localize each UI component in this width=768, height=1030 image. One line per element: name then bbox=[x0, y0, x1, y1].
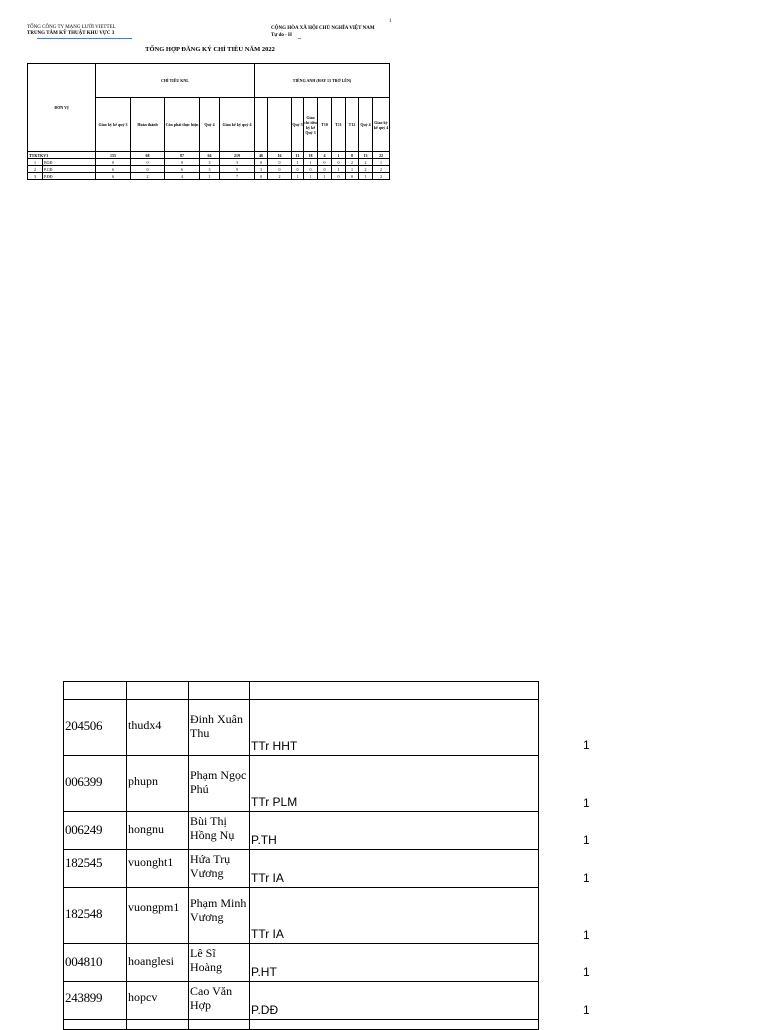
table-row bbox=[64, 888, 539, 944]
org-header bbox=[27, 25, 116, 37]
col-header: T12 bbox=[346, 98, 359, 152]
cell: 4 bbox=[165, 173, 200, 180]
table-row bbox=[28, 159, 390, 166]
cell: 2 bbox=[359, 166, 373, 173]
col-header: T11 bbox=[332, 98, 346, 152]
staff-unit: TTr HHT bbox=[250, 700, 539, 756]
cell: 2 bbox=[373, 173, 390, 180]
blank-cell bbox=[189, 682, 250, 700]
blank-cell bbox=[64, 682, 127, 700]
row-unit: P.ĐĐ bbox=[43, 173, 96, 180]
staff-username: phupn bbox=[127, 756, 189, 812]
cell: 4 bbox=[318, 152, 332, 159]
table-header-row-1 bbox=[28, 64, 390, 98]
blank-cell bbox=[250, 1020, 539, 1030]
blank-cell bbox=[127, 682, 189, 700]
staff-username: vuonght1 bbox=[127, 850, 189, 888]
cell: 1 bbox=[359, 173, 373, 180]
table-row bbox=[28, 173, 390, 180]
cell: 64 bbox=[200, 152, 220, 159]
table-row bbox=[64, 850, 539, 888]
row-stt: 3 bbox=[28, 173, 43, 180]
staff-list-header-row bbox=[64, 682, 539, 700]
cell: 1 bbox=[373, 159, 390, 166]
staff-count: 1 bbox=[583, 1003, 590, 1017]
nation-header bbox=[271, 25, 375, 39]
knl-group-header: CHỈ TIÊU KNL bbox=[96, 64, 255, 98]
row-unit: TTKTKV3 bbox=[28, 152, 96, 159]
cell: 11 bbox=[292, 152, 304, 159]
staff-id: 243899 bbox=[64, 982, 127, 1020]
staff-id: 204506 bbox=[64, 700, 127, 756]
cell: 3 bbox=[220, 159, 255, 166]
staff-id: 182548 bbox=[64, 888, 127, 944]
page-number: 1 bbox=[389, 19, 392, 24]
staff-list-table bbox=[63, 681, 539, 1030]
cell: 1 bbox=[304, 173, 318, 180]
cell: 0 bbox=[304, 166, 318, 173]
org-line-2: TRUNG TÂM KỸ THUẬT KHU VỰC 3 bbox=[27, 31, 115, 36]
staff-username: vuongpm1 bbox=[127, 888, 189, 944]
org-underline bbox=[37, 38, 132, 39]
cell: 1 bbox=[304, 159, 318, 166]
table-row-partial bbox=[64, 1020, 539, 1030]
document-title: TỔNG HỢP ĐĂNG KÝ CHỈ TIÊU NĂM 2022 bbox=[145, 46, 275, 53]
staff-unit: P.HT bbox=[250, 944, 539, 982]
col-header: Quý 4 bbox=[200, 98, 220, 152]
staff-username: hopcv bbox=[127, 982, 189, 1020]
table-row bbox=[64, 944, 539, 982]
cell: 0 bbox=[268, 166, 292, 173]
cell: 2 bbox=[268, 173, 292, 180]
col-header: Còn phải thực hiện bbox=[165, 98, 200, 152]
cell: 13 bbox=[359, 152, 373, 159]
staff-name: Đinh Xuân Thu bbox=[189, 700, 250, 756]
staff-count: 1 bbox=[583, 871, 590, 885]
row-unit: BGĐ bbox=[43, 159, 96, 166]
cell: 1 bbox=[292, 159, 304, 166]
blank-cell bbox=[250, 682, 539, 700]
table-row-total bbox=[28, 152, 390, 159]
staff-name: Bùi Thị Hồng Nụ bbox=[189, 812, 250, 850]
blank-cell bbox=[64, 1020, 127, 1030]
nation-underline: _ bbox=[298, 34, 301, 40]
col-header: Giao kỳ kế quý 3 bbox=[96, 98, 131, 152]
staff-id: 182545 bbox=[64, 850, 127, 888]
staff-id: 004810 bbox=[64, 944, 127, 982]
cell: 0 bbox=[346, 173, 359, 180]
col-header: Quý 3 bbox=[292, 98, 304, 152]
table-row bbox=[64, 982, 539, 1020]
cell: 155 bbox=[96, 152, 131, 159]
nation-line-1: CỘNG HÒA XÃ HỘI CHỦ NGHĨA VIỆT NAM bbox=[271, 26, 375, 31]
cell: 1 bbox=[200, 173, 220, 180]
staff-count: 1 bbox=[583, 796, 590, 810]
cell: 3 bbox=[255, 166, 268, 173]
cell: 0 bbox=[318, 166, 332, 173]
cell: 2 bbox=[131, 173, 165, 180]
cell: 8 bbox=[346, 152, 359, 159]
org-line-1: TỔNG CÔNG TY MẠNG LƯỚI VIETTEL bbox=[27, 25, 116, 30]
nation-line-2: Tự do - H bbox=[271, 33, 292, 38]
col-header: Quý 4 bbox=[359, 98, 373, 152]
cell: 0 bbox=[255, 159, 268, 166]
unit-header: ĐƠN VỊ bbox=[28, 64, 96, 152]
cell: 46 bbox=[255, 152, 268, 159]
staff-name: Phạm Minh Vương bbox=[189, 888, 250, 944]
cell: 9 bbox=[220, 166, 255, 173]
row-unit: P.CĐ bbox=[43, 166, 96, 173]
cell: 3 bbox=[200, 159, 220, 166]
table-row bbox=[64, 756, 539, 812]
cell: 6 bbox=[165, 166, 200, 173]
col-header: Giao kế kỹ quý 4 bbox=[220, 98, 255, 152]
staff-name: Phạm Ngọc Phú bbox=[189, 756, 250, 812]
cell: 0 bbox=[131, 166, 165, 173]
staff-count: 1 bbox=[583, 738, 590, 752]
cell: 22 bbox=[373, 152, 390, 159]
col-header: Giao kỳ kế quý 4 bbox=[373, 98, 390, 152]
cell: 0 bbox=[165, 159, 200, 166]
table-row bbox=[28, 166, 390, 173]
blank-cell bbox=[127, 1020, 189, 1030]
cell: 1 bbox=[332, 166, 346, 173]
col-header bbox=[268, 98, 292, 152]
staff-name: Lê Sĩ Hoàng bbox=[189, 944, 250, 982]
cell: 16 bbox=[268, 152, 292, 159]
staff-name: Cao Văn Hợp bbox=[189, 982, 250, 1020]
cell: 6 bbox=[96, 166, 131, 173]
cell: 0 bbox=[292, 166, 304, 173]
cell: 1 bbox=[292, 173, 304, 180]
col-header bbox=[255, 98, 268, 152]
cell: 0 bbox=[96, 159, 131, 166]
cell: 2 bbox=[346, 159, 359, 166]
cell: 18 bbox=[304, 152, 318, 159]
cell: 1 bbox=[332, 152, 346, 159]
staff-count: 1 bbox=[583, 928, 590, 942]
col-header: Hoàn thành bbox=[131, 98, 165, 152]
staff-username: hoanglesi bbox=[127, 944, 189, 982]
cell: 219 bbox=[220, 152, 255, 159]
cell: 0 bbox=[332, 159, 346, 166]
staff-name: Hứa Trụ Vương bbox=[189, 850, 250, 888]
col-header: Giao chỉ tiêu kỳ kế Quý 3 bbox=[304, 98, 318, 152]
staff-username: thudx4 bbox=[127, 700, 189, 756]
cell: 7 bbox=[220, 173, 255, 180]
blank-cell bbox=[189, 1020, 250, 1030]
row-stt: 1 bbox=[28, 159, 43, 166]
staff-username: hongnu bbox=[127, 812, 189, 850]
cell: 1 bbox=[346, 166, 359, 173]
cell: 1 bbox=[318, 173, 332, 180]
cell: 0 bbox=[255, 173, 268, 180]
staff-unit: TTr IA bbox=[250, 888, 539, 944]
cell: 0 bbox=[268, 159, 292, 166]
staff-unit: TTr IA bbox=[250, 850, 539, 888]
cell: 0 bbox=[131, 159, 165, 166]
cell: 6 bbox=[96, 173, 131, 180]
staff-count: 1 bbox=[583, 833, 590, 847]
staff-id: 006399 bbox=[64, 756, 127, 812]
table-row bbox=[64, 812, 539, 850]
cell: 0 bbox=[318, 159, 332, 166]
cell: 87 bbox=[165, 152, 200, 159]
summary-table bbox=[27, 63, 390, 180]
staff-id: 006249 bbox=[64, 812, 127, 850]
row-stt: 2 bbox=[28, 166, 43, 173]
cell: 3 bbox=[200, 166, 220, 173]
cell: 2 bbox=[359, 159, 373, 166]
staff-unit: P.TH bbox=[250, 812, 539, 850]
english-group-header: TIẾNG ANH (HAY 13 TRỞ LÊN) bbox=[255, 64, 390, 98]
staff-count: 1 bbox=[583, 965, 590, 979]
cell: 2 bbox=[373, 166, 390, 173]
col-header: T10 bbox=[318, 98, 332, 152]
cell: 68 bbox=[131, 152, 165, 159]
staff-unit: TTr PLM bbox=[250, 756, 539, 812]
cell: 0 bbox=[332, 173, 346, 180]
table-row bbox=[64, 700, 539, 756]
staff-unit: P.DĐ bbox=[250, 982, 539, 1020]
